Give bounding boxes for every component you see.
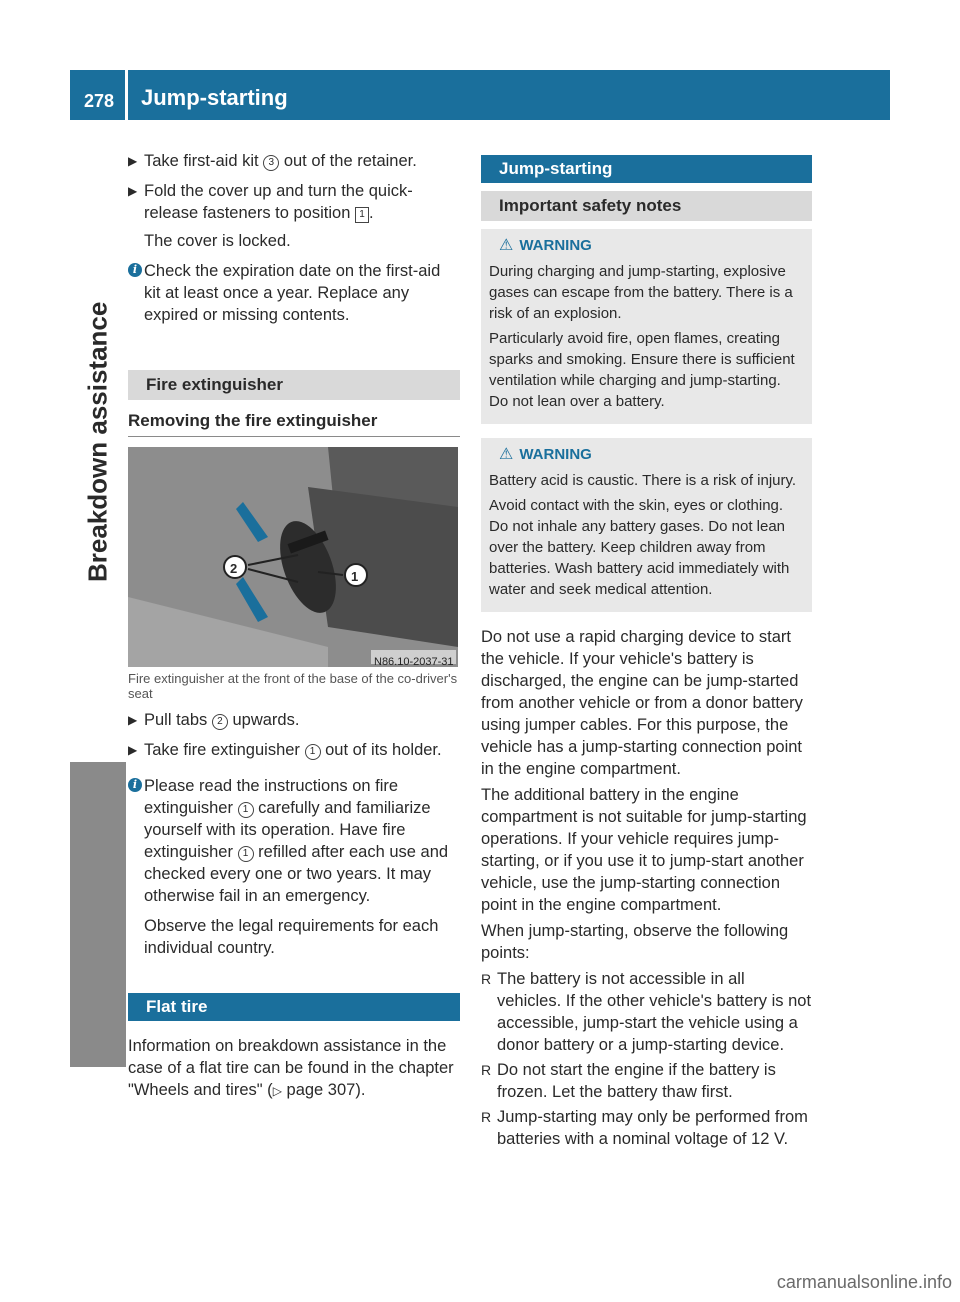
step-pull-tabs: ▶ Pull tabs 2 upwards. — [128, 711, 300, 729]
list-item: R Jump-starting may only be performed from batteries with a nominal voltage of 12 V. — [481, 1108, 808, 1148]
step-take-extinguisher: ▶ Take fire extinguisher 1 out of its holder. — [128, 741, 442, 759]
paragraph-rapid-charging: Do not use a rapid charging device to start the vehicle. If your vehicle's battery is discharged, the engine can be jump-started from another vehicle or from a donor battery using jumper cables. For this purpose, the vehicle has a jump-starting connection point in the engine compartment. — [481, 628, 803, 778]
subhead-removing-fire-extinguisher: Removing the fire extinguisher — [128, 410, 460, 437]
flat-tire-text: Information on breakdown assistance in the case of a flat tire can be found in the chapter "Wheels and tires" (▷ page 307). — [128, 1037, 454, 1099]
info-icon: i — [128, 263, 142, 277]
warning-box-acid: ⚠ WARNING Battery acid is caustic. There is a risk of injury. Avoid contact with the skin, eyes or clothing. Do not inhale any battery gases. Do not lean over the battery. Keep children away from batteries. Wash battery acid immediately with water and seek medical attention. — [481, 438, 812, 612]
photo-illustration — [128, 447, 458, 667]
callout-number: 1 — [238, 846, 254, 862]
warning-title: ⚠ WARNING — [499, 446, 592, 463]
step-arrow-icon: ▶ — [128, 713, 138, 727]
step-take-first-aid-kit: ▶ Take first-aid kit 3 out of the retainer. — [128, 152, 417, 170]
bullet-icon: R — [481, 971, 492, 987]
page-reference-link[interactable]: page 307). — [286, 1081, 366, 1099]
step-arrow-icon: ▶ — [128, 743, 138, 757]
fire-extinguisher-photo — [128, 447, 458, 667]
step-arrow-icon: ▶ — [128, 154, 138, 168]
chapter-marker — [70, 762, 126, 1067]
position-number: 1 — [355, 207, 369, 223]
warning-triangle-icon: ⚠ — [499, 237, 514, 254]
photo-callout-1: 1 — [351, 569, 359, 584]
watermark: carmanualsonline.info — [776, 1272, 952, 1292]
warning-triangle-icon: ⚠ — [499, 446, 514, 463]
info-icon: i — [128, 778, 142, 792]
paragraph-observe-points: When jump-starting, observe the following points: — [481, 922, 789, 962]
subsection-safety-notes: Important safety notes — [481, 191, 812, 221]
chapter-label: Breakdown assistance — [82, 301, 113, 583]
photo-caption: Fire extinguisher at the front of the base of the co-driver's seat — [128, 671, 458, 701]
list-item: R Do not start the engine if the battery is frozen. Let the battery thaw first. — [481, 1061, 776, 1101]
right-column — [481, 155, 812, 1153]
section-fire-extinguisher: Fire extinguisher — [128, 370, 460, 400]
list-item: R The battery is not accessible in all vehicles. If the other vehicle's battery is not accessible, jump-start the vehicle using a donor battery or a jump-starting device. — [481, 970, 812, 1054]
warning-box-explosion: ⚠ WARNING During charging and jump-starting, explosive gases can escape from the battery. There is a risk of an explosion. Particularly avoid fire, open flames, creating sparks and smoking. Ensure there is sufficient ventilation while charging and jump-starting. Do not lean over a battery. — [481, 229, 812, 424]
photo-code: N86.10-2037-31 — [374, 656, 454, 667]
step-result: The cover is locked. — [144, 232, 291, 250]
page-number: 278 — [84, 91, 115, 111]
callout-number: 1 — [305, 744, 321, 760]
paragraph-additional-battery: The additional battery in the engine compartment is not suitable for jump-starting operations. If your vehicle requires jump-starting, or if you use it to jump-start another vehicle, use the jump-starting connection point in the engine compartment. — [481, 786, 807, 914]
section-flat-tire: Flat tire — [128, 993, 460, 1021]
left-column — [128, 150, 460, 1102]
info-note-first-aid: i Check the expiration date on the first-aid kit at least once a year. Replace any expired or missing contents. — [128, 260, 460, 326]
header-divider — [125, 70, 128, 120]
warning-title: ⚠ WARNING — [499, 237, 592, 254]
page-title: Jump-starting — [141, 85, 288, 110]
callout-number: 3 — [263, 155, 279, 171]
page-header — [70, 70, 890, 120]
info-note-extinguisher: i Please read the instructions on fire extinguisher 1 carefully and familiarize yourself with its operation. Have fire extinguisher 1 refilled after each use and checked every one or two years. It may otherwise fail in an emergency. Observe the legal requirements for each individual country. — [128, 775, 460, 959]
photo-callout-2: 2 — [230, 561, 238, 576]
chapter-side-tab — [70, 122, 126, 1067]
bullet-icon: R — [481, 1062, 492, 1078]
callout-number: 1 — [238, 802, 254, 818]
page-ref-arrow-icon: ▷ — [272, 1084, 282, 1098]
step-arrow-icon: ▶ — [128, 184, 138, 198]
callout-number: 2 — [212, 714, 228, 730]
bullet-icon: R — [481, 1109, 492, 1125]
step-fold-cover: ▶ Fold the cover up and turn the quick-release fasteners to position 1 . The cover is locked. — [128, 180, 460, 252]
section-jump-starting: Jump-starting — [481, 155, 812, 183]
